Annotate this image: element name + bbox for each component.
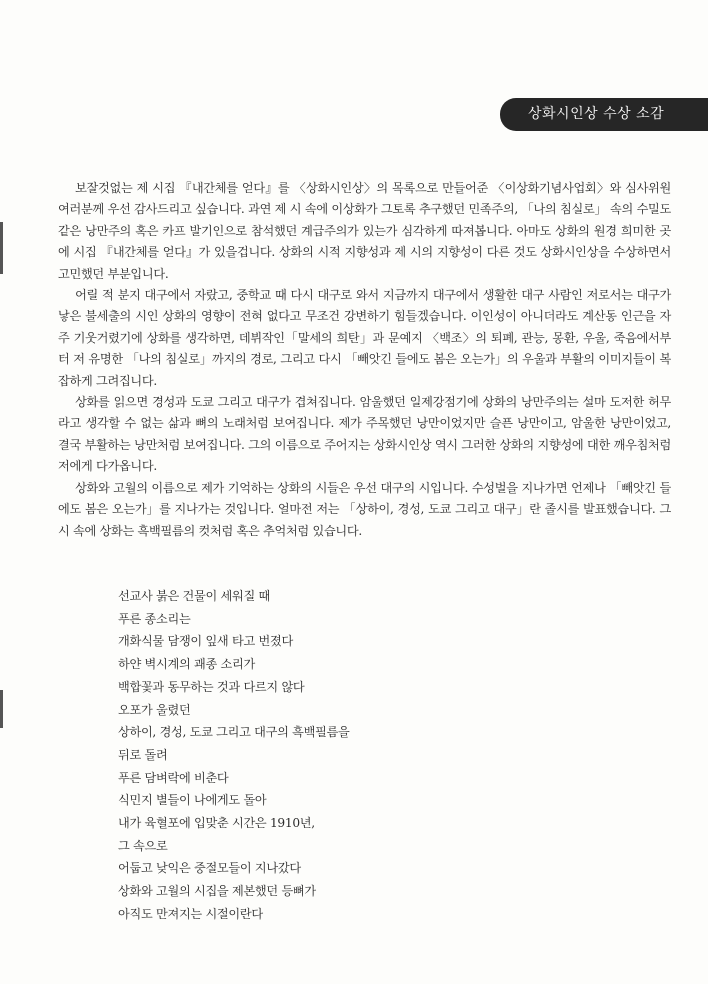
paragraph: 어릴 적 분지 대구에서 자랐고, 중학교 때 다시 대구로 와서 지금까지 대구에서 생활한 대구 사람인 저로서는 대구가 낳은 불세출의 시인 상화의 영향이 전혀 없다고 무조건 강변하기 힘들겠습니다. 이인성이 아니더라도 계산동 인근을 자주 기웃거렸기에 상화를 생각하면, 데뷔작인「말세의 희탄」과 문예지 〈백조〉의 퇴폐, 관능, 몽환, 우울, 죽음에서부터 저 유명한 「나의 침실로」까지의 경로, 그리고 다시 「빼앗긴 들에도 봄은 오는가」의 우울과 부활의 이미지들이 복잡하게 그려집니다. bbox=[58, 288, 671, 388]
poem-line: 상화와 고월의 시집을 제본했던 등뼈가 bbox=[118, 884, 316, 899]
scan-edge-mark bbox=[0, 222, 3, 274]
poem-line: 상하이, 경성, 도쿄 그리고 대구의 흑백필름을 bbox=[118, 725, 350, 740]
section-title: 상화시인상 수상 소감 bbox=[528, 106, 665, 122]
paragraph: 상화와 고월의 이름으로 제가 기억하는 상화의 시들은 우선 대구의 시입니다. 수성벌을 지나가면 언제나 「빼앗긴 들에도 봄은 오는가」를 지나가는 것입니다. 얼마전 저는 「상하이, 경성, 도쿄 그리고 대구」란 졸시를 발표했습니다. 그 시 속에 상화는 흑백필름의 컷처럼 혹은 추억처럼 있습니다. bbox=[58, 480, 671, 538]
poem-line: 내가 육혈포에 입맞춘 시간은 1910년, bbox=[118, 816, 315, 831]
poem-line: 뒤로 돌려 bbox=[118, 747, 168, 762]
poem-line: 식민지 별들이 나에게도 돌아 bbox=[118, 793, 267, 808]
poem-line: 푸른 종소리는 bbox=[118, 611, 191, 626]
section-title-tab bbox=[500, 98, 708, 131]
poem-line: 백합꽃과 동무하는 것과 다르지 않다 bbox=[118, 679, 305, 694]
paragraph: 상화를 읽으면 경성과 도쿄 그리고 대구가 겹쳐집니다. 암울했던 일제강점기에 상화의 낭만주의는 설마 도저한 허무라고 생각할 수 없는 삶과 뼈의 노래처럼 보여집니다. 제가 주목했던 낭만이었지만 슬픈 낭만이고, 암울한 낭만이었고, 결국 부활하는 낭만처럼 보여집니다. 그의 이름으로 주어지는 상화시인상 역시 그러한 상화의 지향성에 대한 깨우침처럼 저에게 다가옵니다. bbox=[58, 395, 671, 474]
poem-line: 개화식물 담쟁이 잎새 타고 번졌다 bbox=[118, 634, 293, 649]
poem-line: 어둡고 낮익은 중절모들이 지나갔다 bbox=[118, 861, 301, 876]
poem-line: 오포가 울렸던 bbox=[118, 702, 191, 717]
poem-line: 하얀 벽시계의 괘종 소리가 bbox=[118, 657, 255, 672]
poem-line: 그 속으로 bbox=[118, 838, 168, 853]
poem bbox=[118, 585, 518, 926]
poem-line: 푸른 담벼락에 비춘다 bbox=[118, 770, 229, 785]
paragraph: 보잘것없는 제 시집 『내간체를 얻다』를 〈상화시인상〉의 목록으로 만들어준 〈이상화기념사업회〉와 심사위원 여러분께 우선 감사드리고 싶습니다. 과연 제 시 속에 이상화가 그토록 추구했던 민족주의, 「나의 침실로」 속의 수밀도 같은 낭만주의 혹은 카프 발기인으로 참석했던 계급주의가 있는가 심각하게 따져봅니다. 아마도 상화의 원경 희미한 곳에 시집 『내간체를 얻다』가 있을겁니다. 상화의 시적 지향성과 제 시의 지향성이 다른 것도 상화시인상을 수상하면서 고민했던 부분입니다. bbox=[58, 181, 671, 281]
body-text bbox=[58, 178, 671, 542]
scan-edge-mark bbox=[0, 690, 3, 728]
poem-line: 선교사 붉은 건물이 세워질 때 bbox=[118, 589, 270, 603]
poem-line: 아직도 만져지는 시절이란다 bbox=[118, 906, 263, 921]
